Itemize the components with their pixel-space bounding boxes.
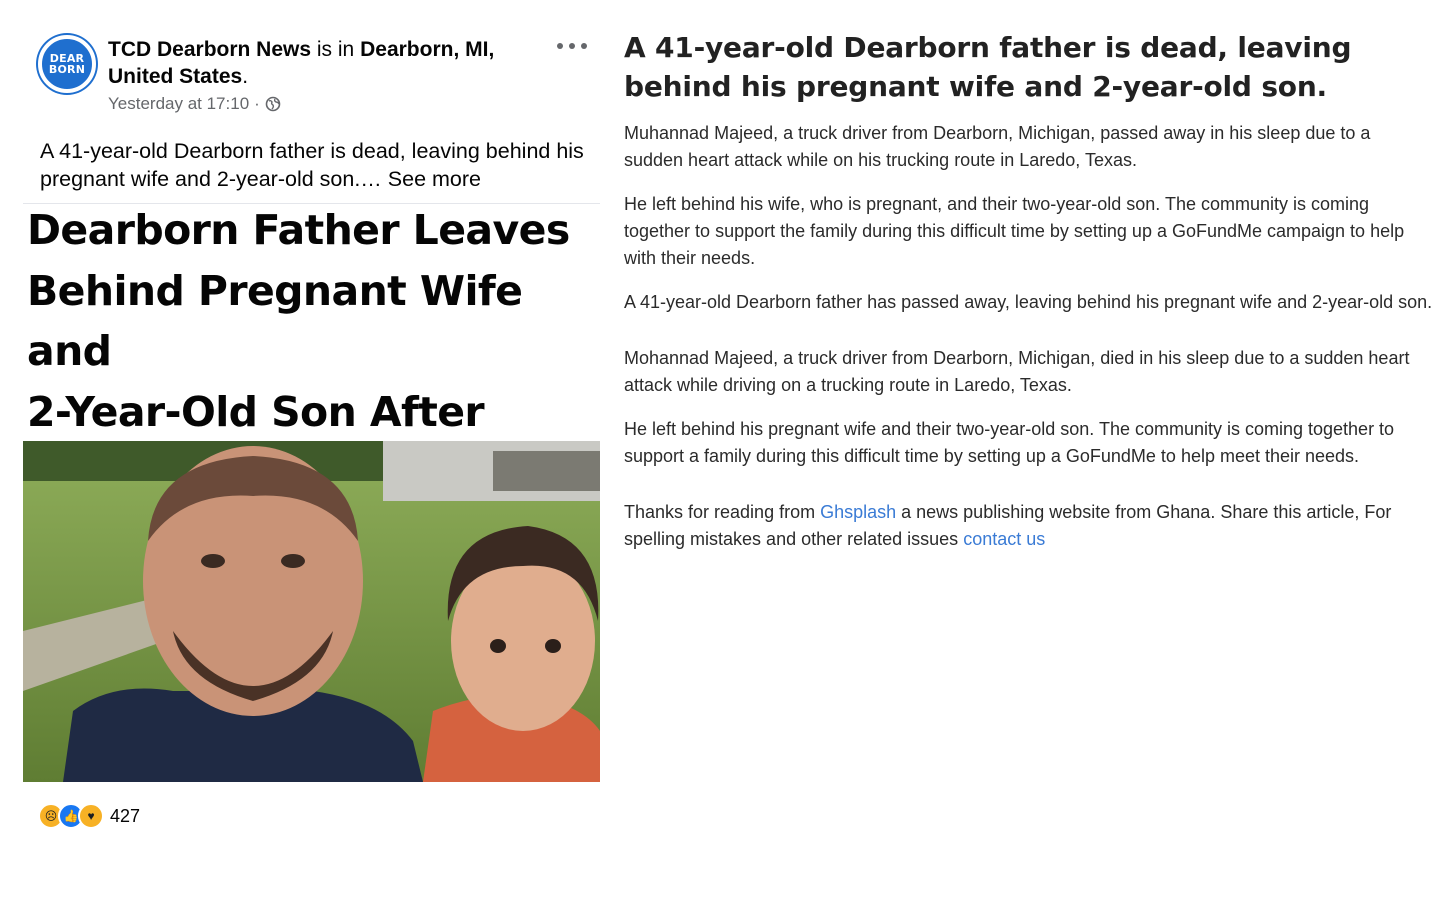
globe-icon[interactable] <box>265 96 281 112</box>
post-photo[interactable] <box>23 441 600 782</box>
avatar-logo-line-1: DEAR <box>49 52 85 65</box>
article-paragraph-4: Mohannad Majeed, a truck driver from Dearborn, Michigan, died in his sleep due to a sudden heart attack while driving on a trucking route in Laredo, Texas. <box>624 348 1410 395</box>
avatar-logo-line-2: BORN <box>48 63 86 76</box>
post-meta <box>108 94 548 114</box>
like-reaction-icon: 👍 <box>58 803 84 829</box>
page-avatar[interactable] <box>38 35 96 93</box>
reaction-count[interactable]: 427 <box>110 805 141 826</box>
post-author-line <box>108 36 548 90</box>
sad-reaction-icon: ☹ <box>38 803 64 829</box>
meta-separator: · <box>254 94 260 113</box>
is-in-text: is in <box>316 38 355 61</box>
footer-text-middle: a news publishing website from Ghana. Share this article, For spelling mistakes and other related issues <box>624 502 1392 549</box>
see-more-link[interactable]: See more <box>387 167 482 191</box>
article-title: A 41-year-old Dearborn father is dead, leaving behind his pregnant wife and 2-year-old son. <box>624 31 1352 103</box>
ghsplash-link[interactable]: Ghsplash <box>820 502 897 522</box>
link-preview-headline[interactable]: Dearborn Father Leaves Behind Pregnant Wife and 2-Year-Old Son After <box>27 206 570 436</box>
article-paragraph-3: A 41-year-old Dearborn father has passed away, leaving behind his pregnant wife and 2-year-old son. <box>624 292 1433 312</box>
article-footer <box>624 499 1434 553</box>
location-link[interactable]: Dearborn, MI, United States <box>108 38 495 88</box>
post-header <box>108 36 548 114</box>
post-text <box>40 137 590 193</box>
reactions-bar[interactable] <box>38 803 140 829</box>
more-options-icon[interactable] <box>557 36 587 56</box>
contact-us-link[interactable]: contact us <box>963 529 1046 549</box>
location-period: . <box>242 65 249 88</box>
article-paragraph-5: He left behind his pregnant wife and their two-year-old son. The community is coming together to support a family during this difficult time by setting up a GoFundMe to help meet their needs. <box>624 419 1395 466</box>
post-text-body: A 41-year-old Dearborn father is dead, leaving behind his pregnant wife and 2-year-old son.… <box>40 139 584 191</box>
article-paragraph-1: Muhannad Majeed, a truck driver from Dearborn, Michigan, passed away in his sleep due to a sudden heart attack while on his trucking route in Laredo, Texas. <box>624 123 1371 170</box>
article <box>624 28 1434 553</box>
footer-text-start: Thanks for reading from <box>624 502 821 522</box>
facebook-post <box>0 0 612 914</box>
post-timestamp[interactable]: Yesterday at 17:10 <box>108 94 250 113</box>
page-name-link[interactable]: TCD Dearborn News <box>108 38 312 61</box>
article-paragraph-2: He left behind his wife, who is pregnant, and their two-year-old son. The community is coming together to support the family during this difficult time by setting up a GoFundMe campaign to help with their needs. <box>624 194 1405 268</box>
care-reaction-icon: ♥ <box>78 803 104 829</box>
